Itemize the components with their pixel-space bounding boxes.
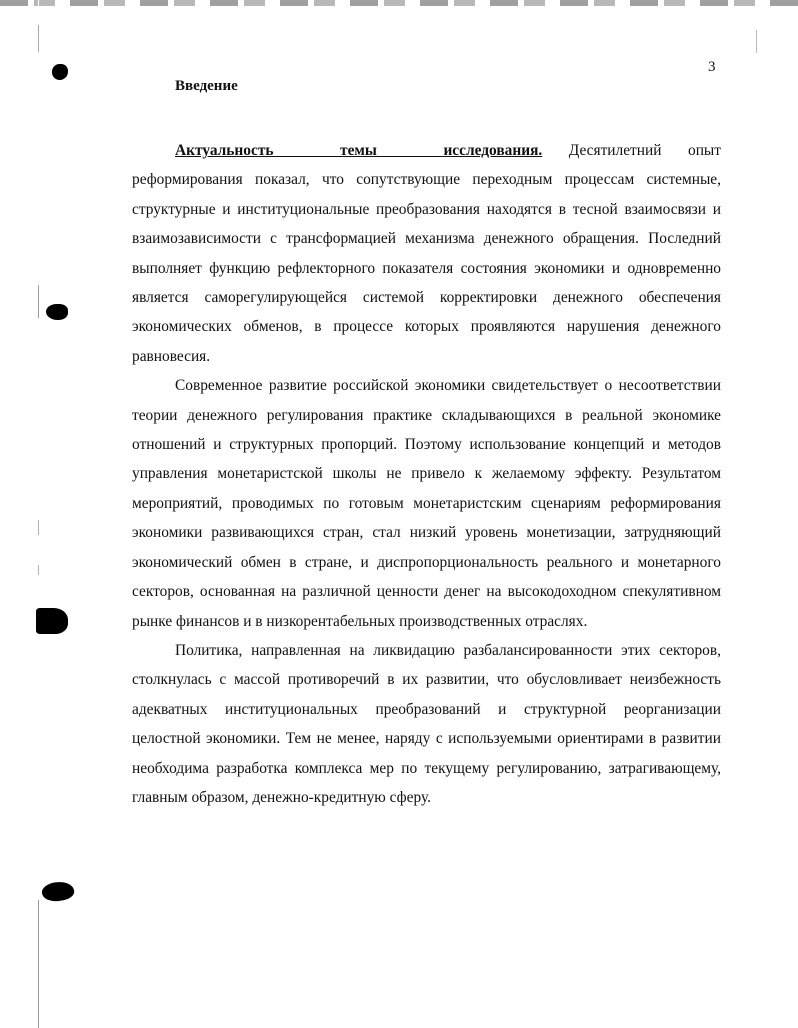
punch-hole-mark: [36, 608, 68, 634]
punch-hole-mark: [52, 64, 68, 80]
paragraph: Политика, направленная на ликвидацию разбалансированности этих секторов, столкнулась с массой противоречий в их развитии, что обусловливает неизбежность адекватных институциональных преобразований и структурной реорганизации целостной экономики. Тем не менее, наряду с используемыми ориентирами в развитии необходима разработка комплекса мер по текущему регулированию, затрагивающему, главным образом, денежно-кредитную сферу.: [132, 641, 721, 806]
scan-left-edge: [38, 0, 39, 1028]
paragraph-text: Десятилетний опыт реформирования показал, что сопутствующие переходным процессам системные, структурные и институциональные преобразования находятся в тесной взаимосвязи и взаимозависимости с трансформацией механизма денежного обращения. Последний выполняет функцию рефлекторного показателя состояния экономики и одновременно является саморегулирующейся системой корректировки денежного обеспечения экономических обменов, в процессе которых проявляются нарушения денежного равновесия.: [132, 142, 721, 365]
paragraph-relevance: [132, 136, 721, 371]
relevance-heading: Актуальность темы исследования.: [175, 142, 543, 159]
page-number: 3: [708, 59, 716, 75]
paragraph: Современное развитие российской экономики свидетельствует о несоответствии теории денежного регулирования практике складывающихся в реальной экономике отношений и структурных пропорций. Поэтому использование концепций и методов управления монетаристской школы не привело к желаемому эффекту. Результатом мероприятий, проводимых по готовым монетаристским сценариям реформирования экономики развивающихся стран, стал низкий уровень монетизации, затрудняющий экономический обмен в стране, и диспропорциональность реального и монетарного секторов, основанная на различной ценности денег на высокодоходном спекулятивном рынке финансов и в низкорентабельных производственных отраслях.: [132, 377, 721, 630]
scan-right-edge: [756, 0, 757, 1028]
scan-top-edge: [0, 0, 798, 6]
section-heading: Введение: [175, 78, 238, 94]
punch-hole-mark: [41, 879, 76, 903]
punch-hole-mark: [46, 304, 68, 320]
document-body: [132, 136, 721, 812]
